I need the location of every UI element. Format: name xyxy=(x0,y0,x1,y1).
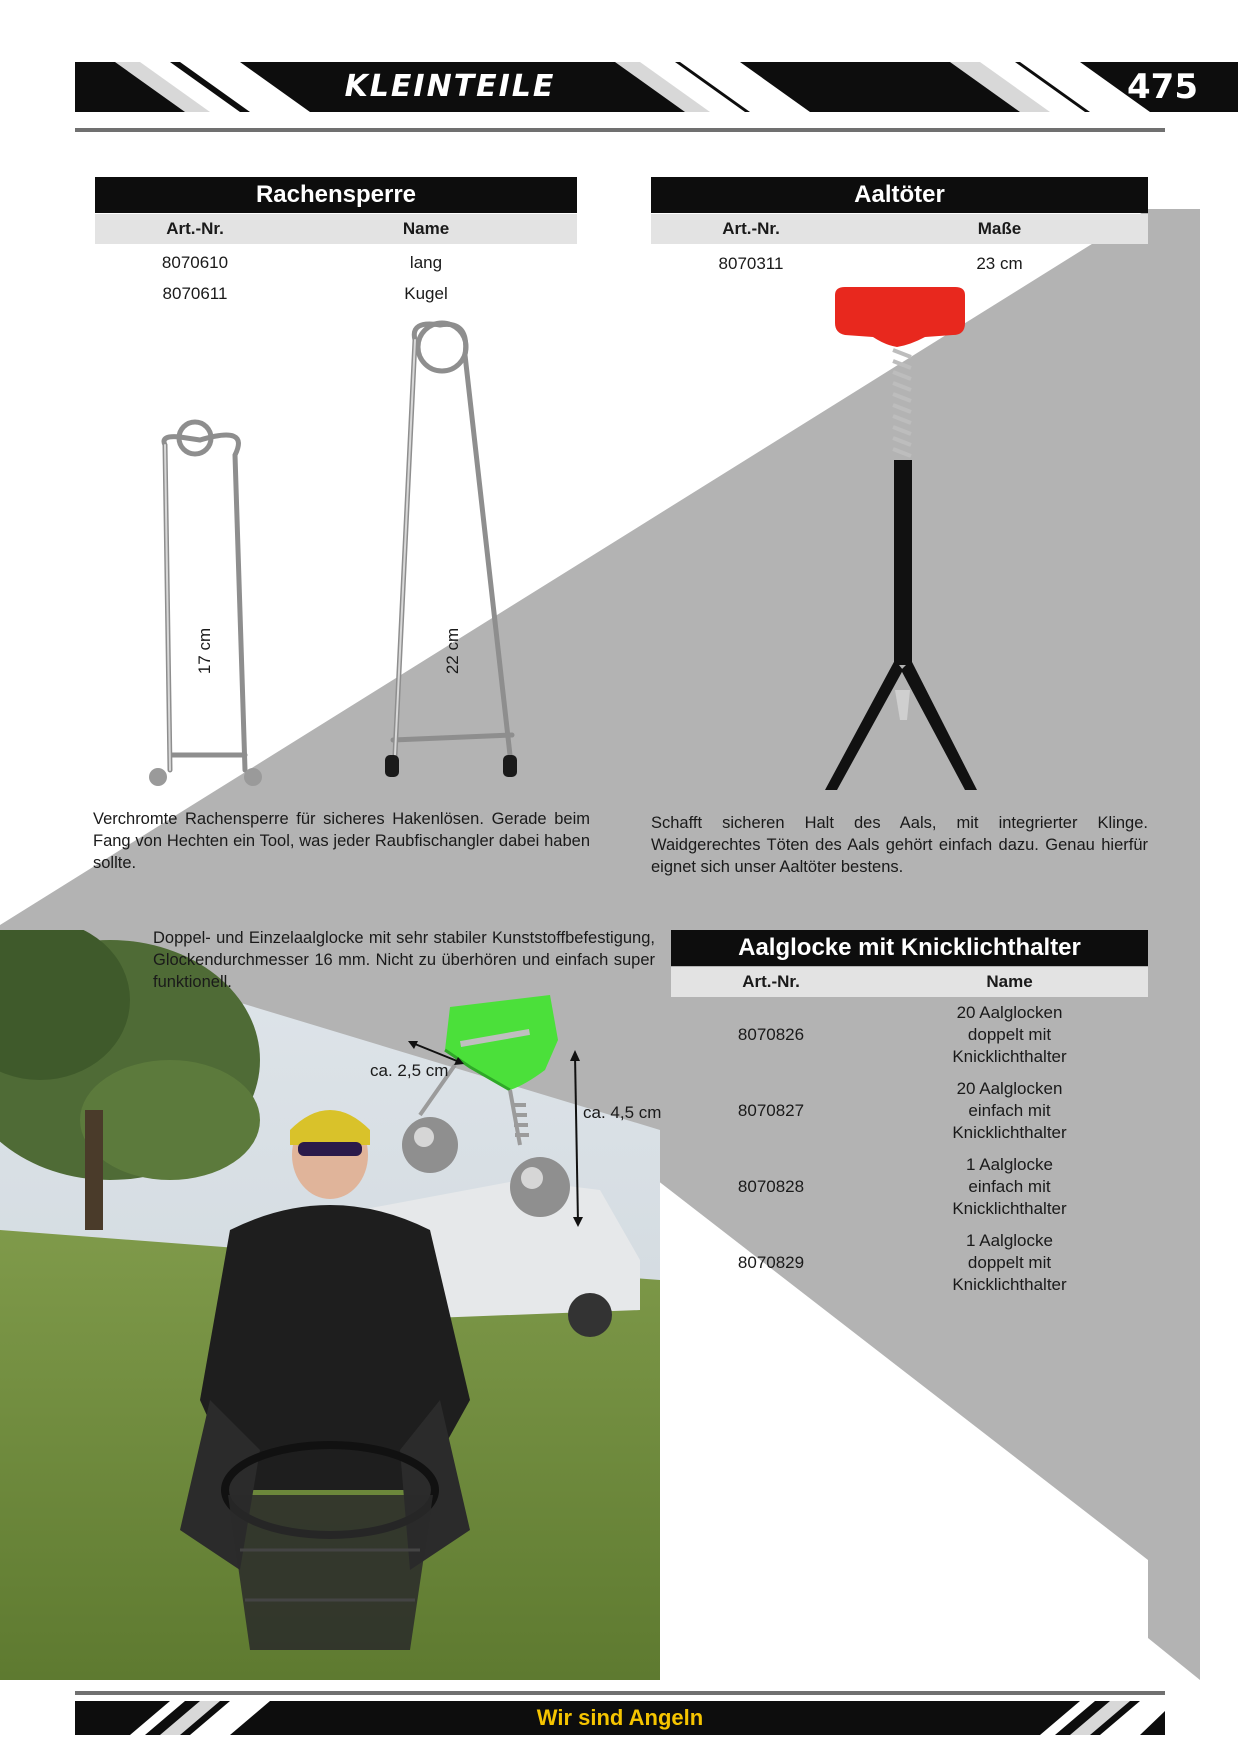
table-row xyxy=(95,249,577,277)
table-row xyxy=(95,280,577,308)
rachensperre-image xyxy=(140,315,540,795)
name-line: Knicklichthalter xyxy=(952,1047,1067,1066)
art-nr-cell: 8070826 xyxy=(737,1025,805,1044)
name-cell xyxy=(871,1002,1148,1068)
name-line: 1 Aalglocke xyxy=(966,1155,1053,1174)
column-header-name: Name xyxy=(402,219,450,238)
art-nr-cell: 8070611 xyxy=(162,284,228,303)
name-line: doppelt mit xyxy=(967,1253,1052,1272)
name-cell xyxy=(871,1154,1148,1220)
name-line: Knicklichthalter xyxy=(952,1123,1067,1142)
name-cell: Kugel xyxy=(404,284,448,303)
column-header-name: Name xyxy=(986,972,1033,991)
name-line: 20 Aalglocken xyxy=(956,1079,1063,1098)
column-header-art-nr: Art.-Nr. xyxy=(166,219,224,238)
aaltoeter-table-header xyxy=(651,214,1148,244)
aaltoeter-description: Schafft sicheren Halt des Aals, mit integrierter Klinge. Waidgerechtes Töten des Aals gehört einfach dazu. Genau hierfür eignet sich unser Aaltöter bestens. xyxy=(651,814,1148,876)
art-nr-cell: 8070828 xyxy=(737,1177,805,1196)
header-rule xyxy=(75,128,1165,132)
dimension-label-22cm: 22 cm xyxy=(443,627,462,675)
header-band xyxy=(75,62,1238,112)
dimension-label-width: ca. 2,5 cm xyxy=(370,1061,449,1080)
name-cell xyxy=(871,1078,1148,1144)
aalglocke-image xyxy=(400,995,590,1235)
art-nr-cell: 8070610 xyxy=(161,253,229,272)
footer-rule xyxy=(75,1691,1165,1695)
aaltoeter-title: Aaltöter xyxy=(651,177,1148,213)
name-line: Knicklichthalter xyxy=(952,1275,1067,1294)
name-cell xyxy=(871,1230,1148,1296)
table-row xyxy=(671,1229,1148,1297)
art-nr-cell: 8070827 xyxy=(737,1101,805,1120)
name-line: Knicklichthalter xyxy=(952,1199,1067,1218)
table-row xyxy=(671,1077,1148,1145)
name-line: einfach mit xyxy=(968,1101,1051,1120)
aaltoeter-image xyxy=(815,285,995,795)
art-nr-cell: 8070311 xyxy=(718,254,784,273)
table-row xyxy=(671,1001,1148,1069)
rachensperre-title: Rachensperre xyxy=(95,177,577,213)
art-nr-cell: 8070829 xyxy=(737,1253,805,1272)
dimension-label-height: ca. 4,5 cm xyxy=(583,1103,662,1122)
size-cell: 23 cm xyxy=(976,254,1023,273)
column-header-masse: Maße xyxy=(977,219,1022,238)
header-stripes xyxy=(75,62,1238,112)
table-row xyxy=(671,1153,1148,1221)
name-line: einfach mit xyxy=(968,1177,1051,1196)
name-cell: lang xyxy=(409,253,443,272)
dimension-label-17cm: 17 cm xyxy=(195,627,214,675)
page-number: 475 xyxy=(1127,67,1198,107)
name-line: 20 Aalglocken xyxy=(956,1003,1063,1022)
rachensperre-table-header xyxy=(95,214,577,244)
footer-slogan: Wir sind Angeln xyxy=(536,1705,704,1730)
name-line: doppelt mit xyxy=(967,1025,1052,1044)
aalglocke-table-header xyxy=(671,967,1148,997)
rachensperre-description: Verchromte Rachensperre für sicheres Hakenlösen. Gerade beim Fang von Hechten ein Tool, was jeder Raubfischangler dabei haben sollte. xyxy=(93,810,590,872)
name-line: 1 Aalglocke xyxy=(966,1231,1053,1250)
aalglocke-title: Aalglocke mit Knicklichthalter xyxy=(671,930,1148,966)
column-header-art-nr: Art.-Nr. xyxy=(742,972,800,991)
page-title: KLEINTEILE xyxy=(344,69,556,104)
column-header-art-nr: Art.-Nr. xyxy=(722,219,780,238)
table-row xyxy=(651,250,1148,278)
aalglocke-description: Doppel- und Einzelaalglocke mit sehr stabiler Kunststoffbefestigung, Glockendurchmesser 16 mm. Nicht zu überhören und einfach super funktionell. xyxy=(153,929,655,991)
